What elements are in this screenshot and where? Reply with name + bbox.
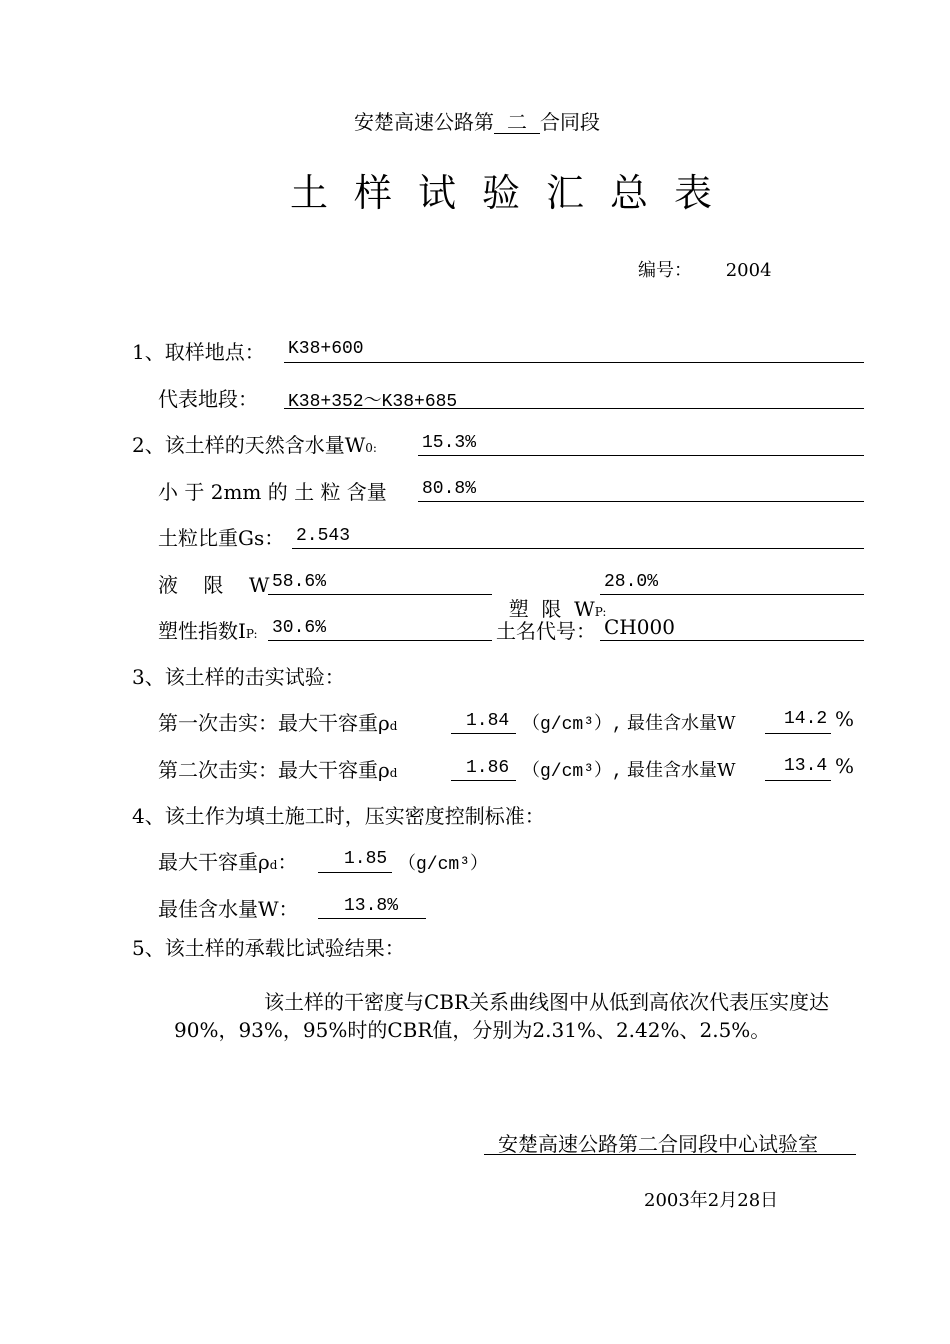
natural-moisture-line [418,455,864,456]
compaction-row-1-label: 第一次击实：最大干容重ρd [158,711,398,735]
contract-heading [354,106,600,135]
plasticity-index-line [268,640,492,641]
compaction-row-2-w-line [765,780,831,781]
lab-signature-line [484,1154,856,1155]
plasticity-index-label: 塑性指数IP: [158,619,258,643]
contract-prefix: 安楚高速公路第 [354,110,494,134]
doc-number [638,256,772,282]
specific-gravity-label: 土粒比重Gs： [158,526,285,550]
plasticity-index-value: 30.6% [272,618,327,638]
compaction-heading: 3、该土样的击实试验： [132,665,345,689]
sampling-location-label: 1、取样地点： [132,340,265,364]
control-moisture-line [318,918,426,919]
control-moisture-value: 13.8% [344,896,399,916]
liquid-limit-label: 液 限 W [158,573,270,597]
control-standard-heading: 4、该土作为填土施工时，压实密度控制标准： [132,804,545,828]
compaction-row-1-w-value: 14.2 [784,709,828,729]
control-density-value: 1.85 [344,849,388,869]
page-title: 土样试验汇总表 [290,171,739,215]
liquid-limit-line [268,594,492,595]
control-density-line [318,872,392,873]
sampling-location-line [284,362,864,363]
fine-content-value: 80.8% [422,479,477,499]
compaction-row-1-w-label: 最佳含水量W [627,713,736,734]
plastic-limit-label: 塑 限 WP: [508,597,607,621]
segment-label: 代表地段： [158,387,258,411]
fine-content-line [418,501,864,502]
doc-number-label: 编号： [638,260,692,281]
compaction-row-1-pct: % [835,707,855,731]
compaction-row-1-density: 1.84 [466,711,510,731]
compaction-row-1-density-line [451,733,516,734]
report-date: 2003年2月28日 [644,1190,779,1211]
doc-number-value: 2004 [725,260,772,281]
liquid-limit-value: 58.6% [272,572,327,592]
compaction-row-2-w-value: 13.4 [784,756,828,776]
natural-moisture-value: 15.3% [422,433,477,453]
compaction-row-2-unit: （g/cm³）, [522,762,623,782]
control-density-unit: （g/cm³） [398,855,489,875]
specific-gravity-value: 2.543 [296,526,351,546]
plastic-limit-line [600,594,864,595]
compaction-row-1-w-line [765,733,831,734]
soil-code-value: CH000 [604,615,675,639]
segment-value: K38+352～K38+685 [288,392,458,412]
contract-number: 二 [494,111,540,134]
control-moisture-label: 最佳含水量W： [158,897,299,921]
compaction-row-1-unit: （g/cm³）, [522,715,623,735]
cbr-heading: 5、该土样的承载比试验结果： [132,936,405,960]
specific-gravity-line [292,548,864,549]
compaction-row-2-pct: % [835,754,855,778]
segment-line [284,408,864,409]
compaction-row-2-w-label: 最佳含水量W [627,760,736,781]
compaction-row-2-density-line [451,780,516,781]
cbr-result-text: 该土样的干密度与CBR关系曲线图中从低到高依次代表压实度达90%，93%，95%时的CBR值，分别为2.31%、2.42%、2.5%。 [174,990,830,1042]
contract-suffix: 合同段 [540,110,600,134]
sampling-location-value: K38+600 [288,339,364,359]
control-density-label: 最大干容重ρd： [158,850,298,874]
lab-signature: 安楚高速公路第二合同段中心试验室 [498,1132,818,1156]
soil-code-label: 土名代号： [496,619,596,643]
compaction-row-2-label: 第二次击实：最大干容重ρd [158,758,398,782]
soil-code-line [600,640,864,641]
fine-content-label: 小 于 2mm 的 土 粒 含量 [158,480,387,504]
compaction-row-2-density: 1.86 [466,758,510,778]
natural-moisture-label: 2、该土样的天然含水量W0: [132,433,377,457]
plastic-limit-value: 28.0% [604,572,659,592]
